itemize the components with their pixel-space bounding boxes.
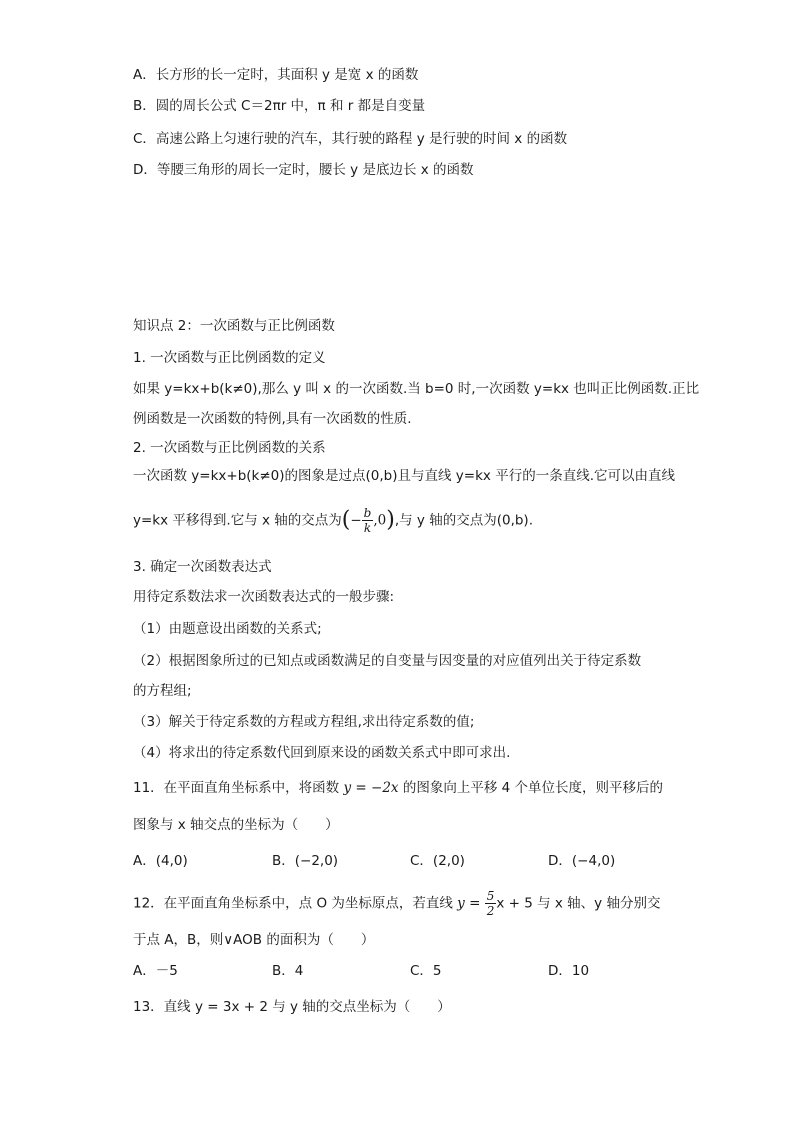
section-3-step-1: （1）由题意设出函数的关系式; <box>133 621 322 637</box>
section-2-line-2-a: y=kx 平移得到.它与 x 轴的交点为 <box>133 512 342 529</box>
section-3-step-2b: 的方程组; <box>133 683 192 699</box>
q11-option-d: D．(−4,0) <box>548 853 616 869</box>
fraction-numerator: b <box>363 506 372 520</box>
q11-line-1 <box>133 778 663 798</box>
q11-option-b: B．(−2,0) <box>272 853 339 869</box>
q12-option-b: B．4 <box>272 963 304 979</box>
section-3-step-3: （3）解关于待定系数的方程或方程组,求出待定系数的值; <box>133 714 475 730</box>
left-paren: ( <box>341 507 351 533</box>
option-d: D．等腰三角形的周长一定时，腰长 y 是底边长 x 的函数 <box>133 162 474 178</box>
q12-fraction <box>485 889 497 918</box>
q11-option-c: C．(2,0) <box>410 853 465 869</box>
q12-option-c: C．5 <box>410 963 442 979</box>
q11-text-a: 11．在平面直角坐标系中，将函数 <box>133 780 340 796</box>
comma-zero: ,0 <box>373 512 387 529</box>
section-1-line-2: 例函数是一次函数的特例,具有一次函数的性质. <box>133 411 412 427</box>
q12-line-1 <box>133 889 660 918</box>
section-1-title: 1. 一次函数与正比例函数的定义 <box>133 350 326 366</box>
section-3-step-2a: （2）根据图象所过的已知点或函数满足的自变量与因变量的对应值列出关于待定系数 <box>133 653 642 669</box>
section-3-step-4: （4）将求出的待定系数代回到原来设的函数关系式中即可求出. <box>133 745 511 761</box>
fraction-b-over-k <box>362 506 374 535</box>
option-a: A．长方形的长一定时，其面积 y 是宽 x 的函数 <box>133 67 419 83</box>
minus-sign: − <box>350 512 362 529</box>
q12-line-2: 于点 A，B，则∨AOB 的面积为（ ） <box>133 932 375 948</box>
fraction-denominator: k <box>363 521 372 535</box>
q11-option-a: A．(4,0) <box>133 853 188 869</box>
section-2-line-1: 一次函数 y=kx+b(k≠0)的图象是过点(0,b)且与直线 y=kx 平行的一条直线.它可以由直线 <box>133 468 675 484</box>
knowledge-heading: 知识点 2：一次函数与正比例函数 <box>133 318 335 334</box>
q11-text-b: 的图象向上平移 4 个单位长度，则平移后的 <box>402 780 663 796</box>
q11-expression: y = −2x <box>343 780 399 796</box>
q13-line-1: 13．直线 y = 3x + 2 与 y 轴的交点坐标为（ ） <box>133 999 451 1015</box>
section-3-title: 3. 确定一次函数表达式 <box>133 559 272 575</box>
q12-text-a: 12．在平面直角坐标系中，点 O 为坐标原点，若直线 <box>133 895 453 912</box>
q12-option-a: A．－5 <box>133 963 178 979</box>
q12-fraction-denominator: 2 <box>486 904 495 918</box>
section-2-title: 2. 一次函数与正比例函数的关系 <box>133 440 326 456</box>
section-1-line-1: 如果 y=kx+b(k≠0),那么 y 叫 x 的一次函数.当 b=0 时,一次函数 y=kx 也叫正比例函数.正比 <box>133 381 700 397</box>
q12-fraction-numerator: 5 <box>486 889 495 903</box>
q12-text-b: x + 5 与 x 轴、y 轴分别交 <box>496 895 661 912</box>
option-c: C．高速公路上匀速行驶的汽车，其行驶的路程 y 是行驶的时间 x 的函数 <box>133 131 568 147</box>
section-2-line-2-b: ,与 y 轴的交点为(0,b). <box>394 512 533 529</box>
section-2-line-2 <box>133 506 533 535</box>
q11-line-2: 图象与 x 轴交点的坐标为（ ） <box>133 817 339 833</box>
q12-y-equals: y = <box>452 895 485 912</box>
q12-option-d: D．10 <box>548 963 590 979</box>
option-b: B．圆的周长公式 C＝2πr 中，π 和 r 都是自变量 <box>133 98 426 114</box>
right-paren: ) <box>386 507 395 533</box>
section-3-intro: 用待定系数法求一次函数表达式的一般步骤: <box>133 589 395 605</box>
